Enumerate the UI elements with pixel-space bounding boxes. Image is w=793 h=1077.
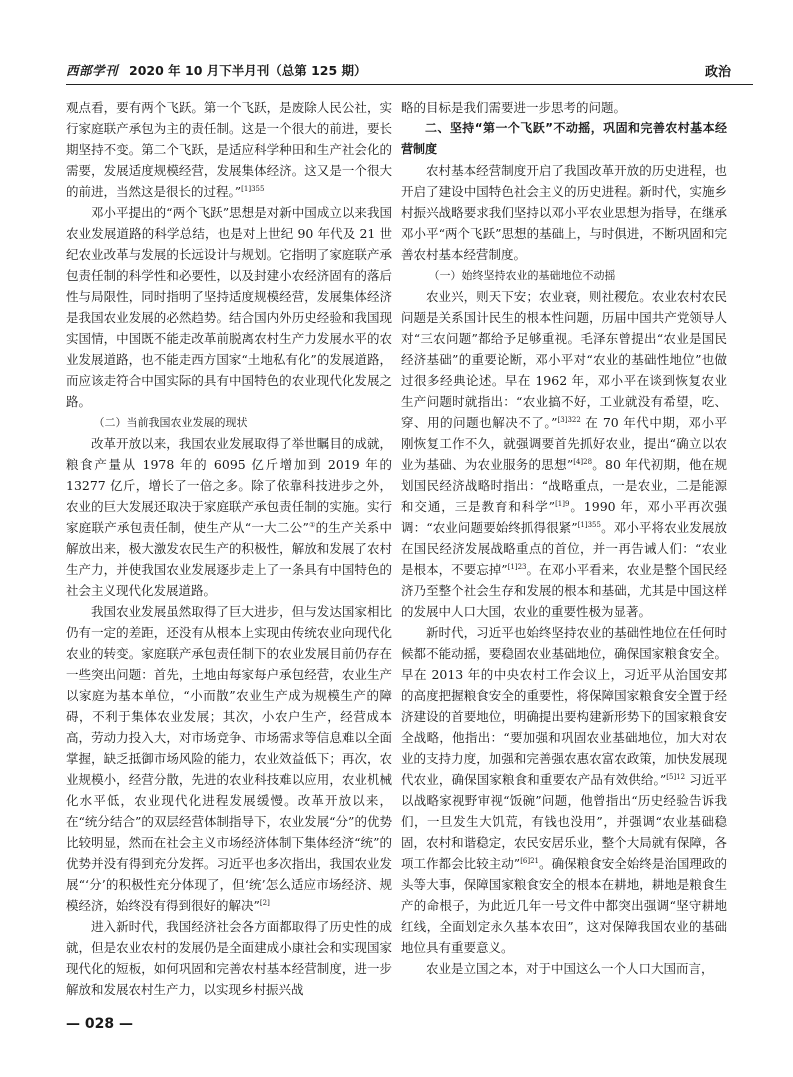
citation[interactable]: [6]21 bbox=[520, 856, 540, 865]
left-column bbox=[66, 97, 392, 1000]
citation[interactable]: [1]355 bbox=[241, 184, 265, 193]
paragraph: 新时代，习近平也始终坚持农业的基础性地位在任何时候都不能动摇，要稳固农业基础地位，确保国家粮食安全。早在 2013 年的中央农村工作会议上，习近平从治国安邦的高度把握粮食安全的重要性，将保障国家粮食安全置于经济建设的首要地位，明确提出要构建新形势下的国家粮食安全战略，他指出：“要加强和巩固农业基础地位，加大对农业的支持力度，加强和完善强农惠农富农政策，加快发展现代农业，确保国家粮食和重要农产品有效供给。”$^{[5]12}$ 习近平以战略家视野审视“饭碗”问题，他曾指出“历史经验告诉我们，一旦发生大饥荒，有钱也没用”，并强调“农业基础稳固，农村和谐稳定，农民安居乐业，整个大局就有保障，各项工作都会比较主动”$^{[6]21}$。确保粮食安全始终是治国理政的头等大事，保障国家粮食安全的根本在耕地，耕地是粮食生产的命根子，为此近几年一号文件中都突出强调“坚守耕地红线，全面划定永久基本农田”，这对保障我国农业的基础地位具有重要意义。 bbox=[401, 625, 727, 955]
paragraph: 农业兴，则天下安；农业衰，则社稷危。农业农村农民问题是关系国计民生的根本性问题，历届中国共产党领导人对“三农问题”都给予足够重视。毛泽东曾提出“农业是国民经济基础”的重要论断，邓小平对“农业的基础性地位”也做过很多经典论述。早在 1962 年，邓小平在谈到恢复农业生产问题时就指出：“农业搞不好，工业就没有希望，吃、穿、用的问题也解决不了。”$^{[3]322}$ 在 70 年代中期，邓小平刚恢复工作不久，就强调要首先抓好农业，提出“确立以农业为基础、为农业服务的思想”$^{[4]28}$。80 年代初期，他在规划国民经济战略时指出：“战略重点，一是农业，二是能源和交通，三是教育和科学”$^{[1]9}$。1990 年，邓小平再次强调：“农业问题要始终抓得很紧”$^{[1]355}$。邓小平将农业发展放在国民经济发展战略重点的首位，并一再告诫人们：“农业是根本，不要忘掉”$^{[1]23}$。在邓小平看来，农业是整个国民经济乃至整个社会生存和发展的根本和基础，尤其是中国这样的发展中人口大国，农业的重要性极为显著。 bbox=[401, 289, 727, 619]
section-heading: 二、坚持“第一个飞跃”不动摇，巩固和完善农村基本经营制度 bbox=[401, 121, 727, 156]
citation[interactable]: [2] bbox=[259, 898, 270, 907]
citation[interactable]: [1]355 bbox=[577, 520, 601, 529]
paragraph: 略的目标是我们需要进一步思考的问题。 bbox=[401, 100, 627, 115]
paragraph: 改革开放以来，我国农业发展取得了举世瞩目的成就，粮食产量从 1978 年的 6095 亿斤增加到 2019 年的 13277 亿斤，增长了一倍之多。除了依靠科技进步之外，农业的巨大发展还取决于家庭联产承包责任制的实施。实行家庭联产承包责任制，使生产从“一大二公”①的生产关系中解放出来，极大激发农民生产的积极性，解放和发展了农村生产力，并使我国农业发展逐步走上了一条具有中国特色的社会主义现代化发展道路。 bbox=[66, 436, 392, 598]
subsection-heading: （二）当前我国农业发展的现状 bbox=[93, 416, 248, 429]
footnote-marker[interactable]: ① bbox=[308, 520, 316, 529]
citation[interactable]: [1]9 bbox=[555, 499, 570, 508]
citation[interactable]: [3]322 bbox=[557, 415, 581, 424]
paragraph: 农业是立国之本，对于中国这么一个人口大国而言， bbox=[426, 961, 714, 976]
citation[interactable]: [4]28 bbox=[573, 457, 593, 466]
paragraph: 农村基本经营制度开启了我国改革开放的历史进程，也开启了建设中国特色社会主义的历史进程。新时代，实施乡村振兴战略要求我们坚持以邓小平农业思想为指导，在继承邓小平“两个飞跃”思想的基础上，与时俱进，不断巩固和完善农村基本经营制度。 bbox=[401, 163, 727, 262]
citation[interactable]: [1]23 bbox=[507, 562, 527, 571]
paragraph: 我国农业发展虽然取得了巨大进步，但与发达国家相比仍有一定的差距，还没有从根本上实现由传统农业向现代化农业的转变。家庭联产承包责任制下的农业发展目前仍存在一些突出问题：首先，土地由每家每户承包经营，农业生产以家庭为基本单位，“小而散”农业生产成为规模生产的障碍，不利于集体农业发展；其次，小农户生产，经营成本高，劳动力投入大，对市场竞争、市场需求等信息难以全面掌握，缺乏抵御市场风险的能力，农业效益低下；再次，农业规模小，经营分散，先进的农业科技难以应用，农业机械化水平低，农业现代化进程发展缓慢。改革开放以来，在“统分结合”的双层经营体制指导下，农业发展“分”的优势比较明显，然而在社会主义市场经济体制下集体经济“统”的优势并没有得到充分发挥。习近平也多次指出，我国农业发展“‘分’的积极性充分体现了，但‘统’怎么适应市场经济、规模经济，始终没有得到很好的解决”[2] bbox=[66, 604, 392, 913]
right-column bbox=[401, 97, 727, 979]
paragraph: 邓小平提出的“两个飞跃”思想是对新中国成立以来我国农业发展道路的科学总结，也是对上世纪 90 年代及 21 世纪农业改革与发展的长远设计与规划。它指明了家庭联产承包责任制的科学性和必要性，以及封建小农经济固有的落后性与局限性，同时指明了坚持适度规模经营，发展集体经济是我国农业发展的必然趋势。结合国内外历史经验和我国现实国情，中国既不能走改革前脱离农村生产力发展水平的农业发展道路，也不能走西方国家“土地私有化”的发展道路，而应该走符合中国实际的具有中国特色的农业现代化发展之路。 bbox=[66, 205, 392, 409]
section-label: 政治 bbox=[704, 65, 731, 80]
citation[interactable]: [5]12 bbox=[666, 772, 686, 781]
header-rule bbox=[66, 84, 753, 85]
subsection-heading: （一）始终坚持农业的基础地位不动摇 bbox=[428, 269, 616, 282]
page-number: — 028 — bbox=[66, 1016, 133, 1032]
paragraph: 进入新时代，我国经济社会各方面都取得了历史性的成就，但是农业农村的发展仍是全面建成小康社会和实现国家现代化的短板，如何巩固和完善农村基本经营制度，进一步解放和发展农村生产力，以实现乡村振兴战 bbox=[66, 919, 392, 997]
journal-logo: 西部学刊 bbox=[66, 63, 119, 78]
running-header bbox=[66, 58, 753, 80]
issue-info: 2020 年 10 月下半月刊（总第 125 期） bbox=[129, 63, 367, 78]
paragraph: 观点看，要有两个飞跃。第一个飞跃，是废除人民公社，实行家庭联产承包为主的责任制。这是一个很大的前进，要长期坚持不变。第二个飞跃，是适应科学种田和生产社会化的需要，发展适度规模经营，发展集体经济。这又是一个很大的前进，当然这是很长的过程。”$^{[1]355}$ bbox=[66, 100, 392, 199]
